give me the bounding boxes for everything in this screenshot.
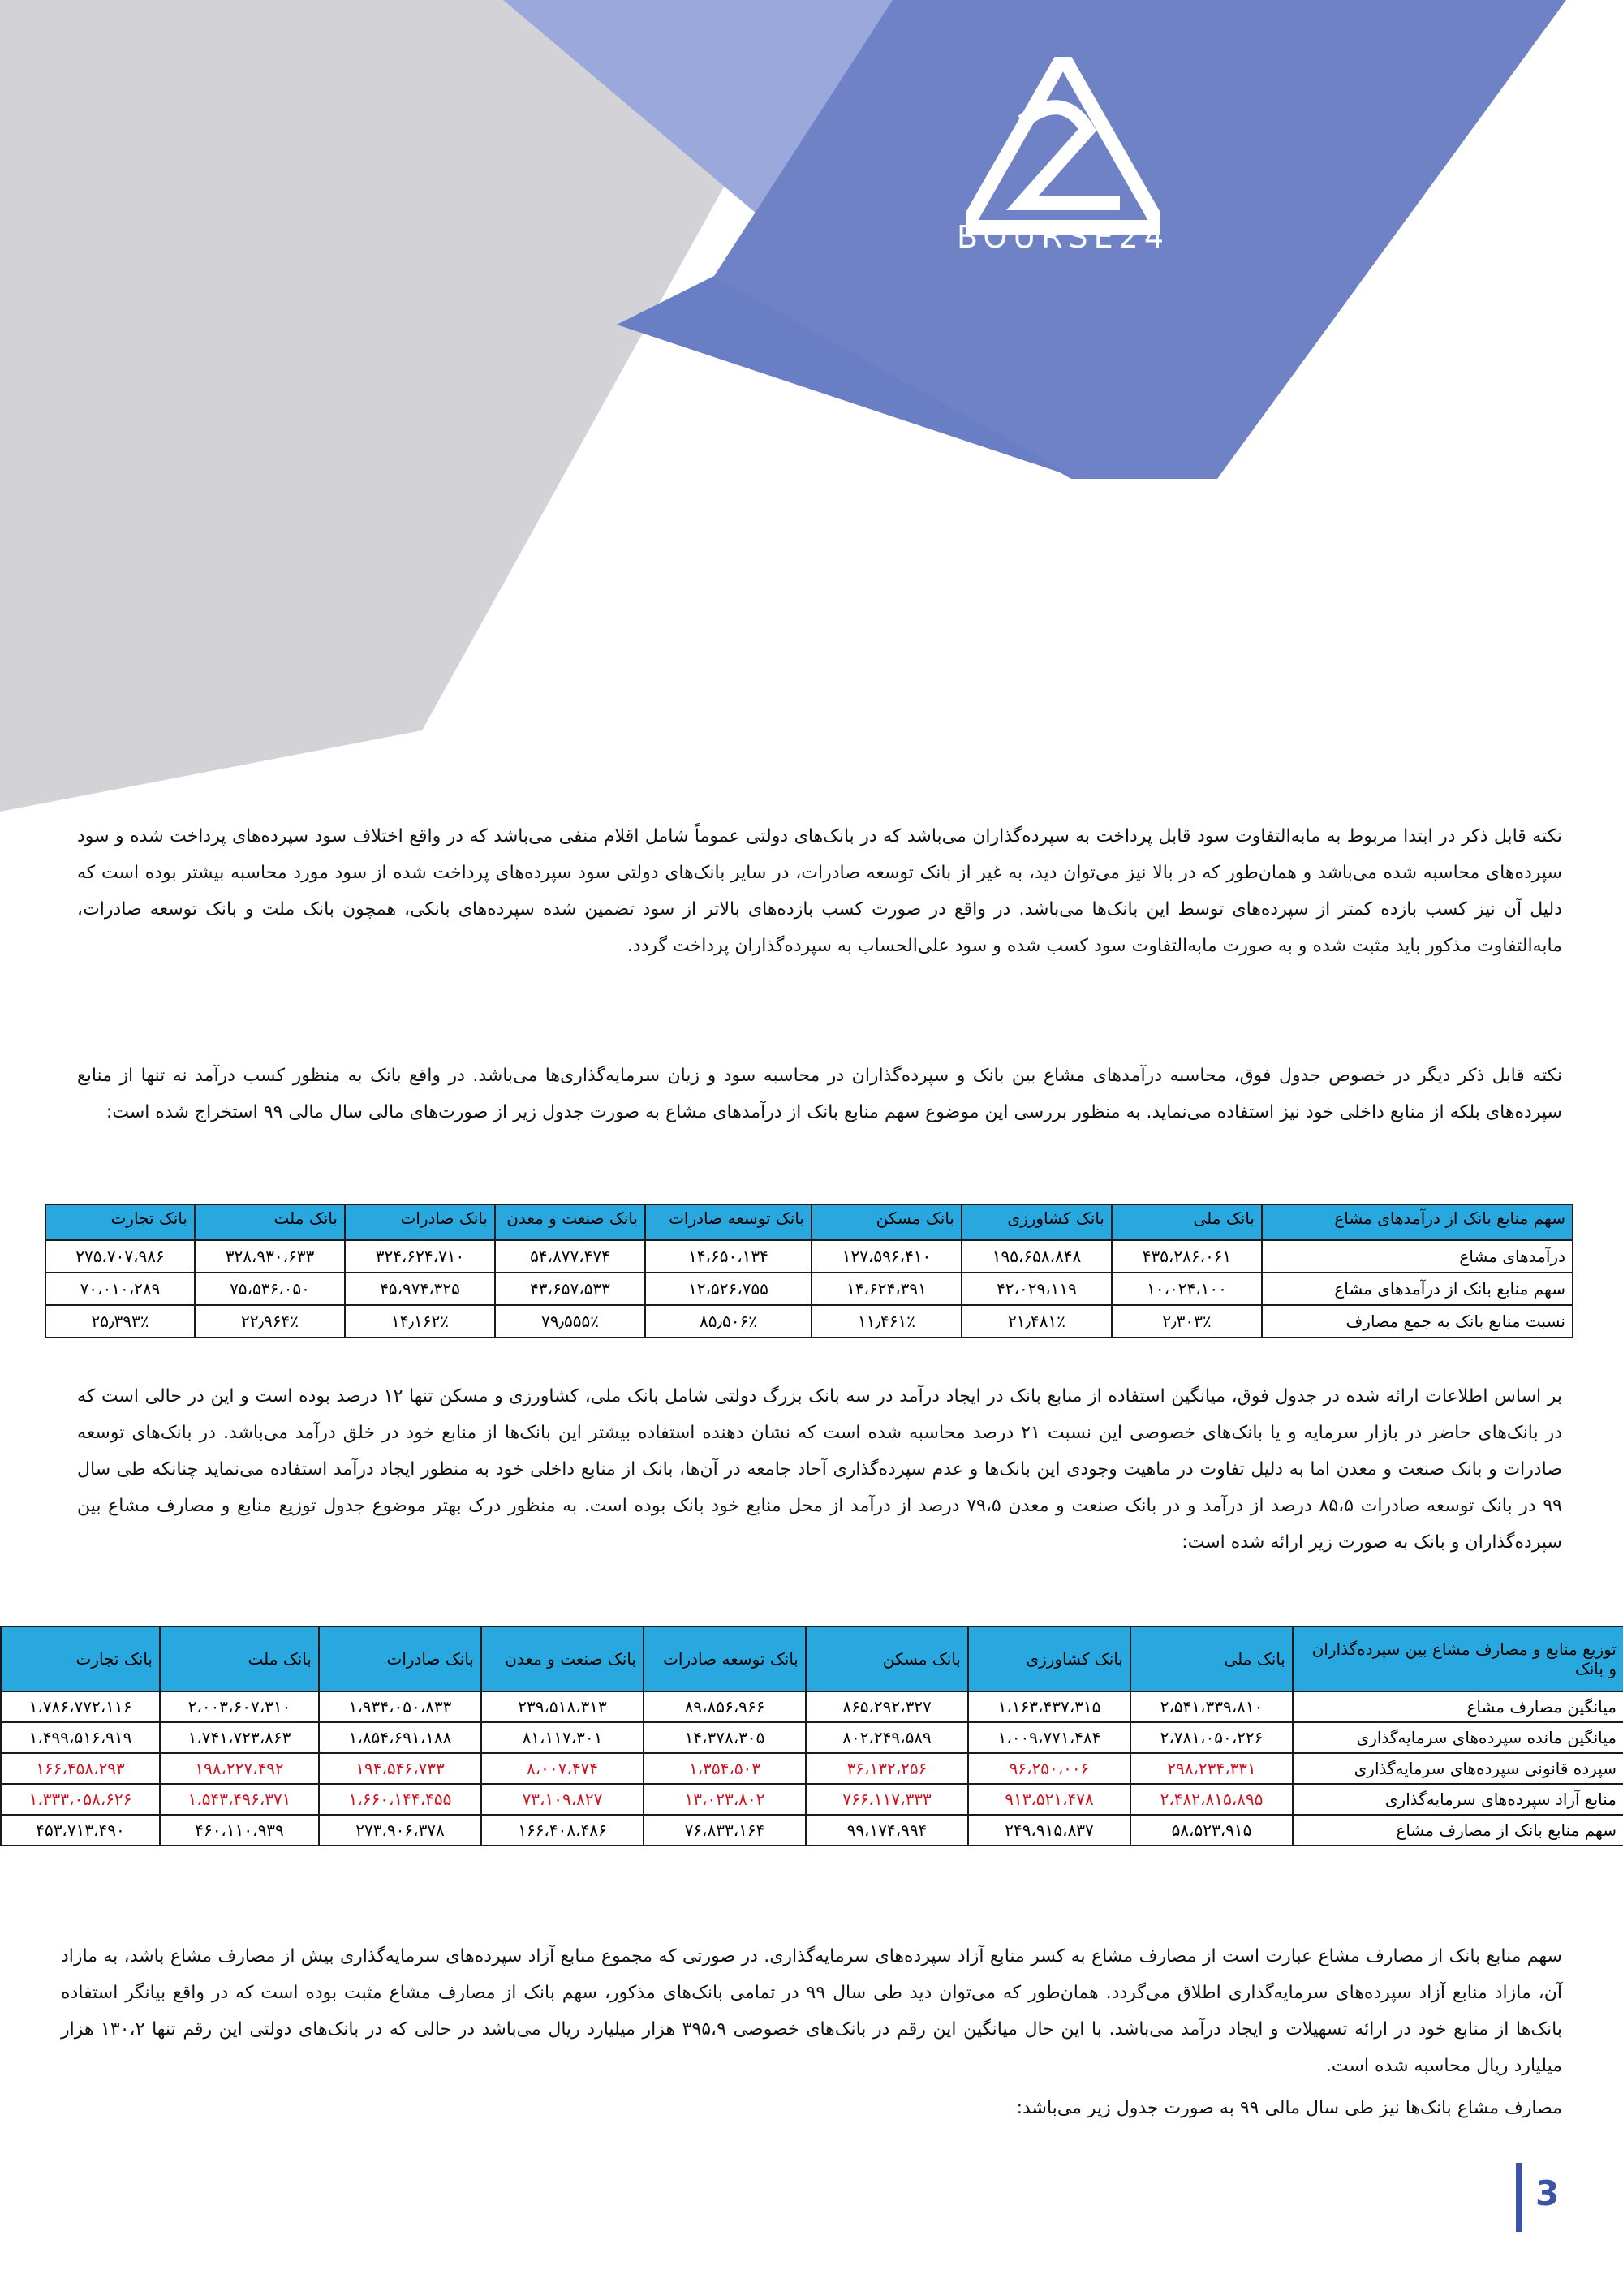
table-row <box>1 1753 1623 1784</box>
table-cell: ۱۹۴،۵۴۶،۷۳۳ <box>319 1753 481 1784</box>
column-header: بانک تجارت <box>45 1204 195 1240</box>
row-label: میانگین مصارف مشاع <box>1293 1691 1623 1722</box>
table-cell: ۸۶۵،۲۹۲،۳۲۷ <box>806 1691 968 1722</box>
table-cell: ۱،۴۹۹،۵۱۶،۹۱۹ <box>1 1722 160 1753</box>
table-cell: ۹۶،۲۵۰،۰۰۶ <box>968 1753 1130 1784</box>
table-cell: ۲،۷۸۱،۰۵۰،۲۲۶ <box>1130 1722 1293 1753</box>
paragraph-3: بر اساس اطلاعات ارائه شده در جدول فوق، میانگین استفاده از منابع بانک در ایجاد درآمد در سه بانک بزرگ دولتی شامل بانک ملی، کشاورزی و مسکن تنها ۱۲ درصد بوده است و این در حالی است که در بانک‌های حاضر در بازار سرمایه و یا بانک‌های خصوصی این نسبت ۲۱ درصد محاسبه شده است که نشان دهنده استفاده بیشتر این بانک‌ها از منابع خود در خلق درآمد می‌باشد. در بانک‌های توسعه صادرات و بانک صنعت و معدن اما به دلیل تفاوت در ماهیت وجودی این بانک‌ها و عدم سپرده‌گذاری آحاد جامعه در آن‌ها، بانک از منابع داخلی خود به منظور ایجاد درآمد استفاده می‌نماید چنانکه طی سال ۹۹ در بانک توسعه صادرات ۸۵،۵ درصد از درآمد و در بانک صنعت و معدن ۷۹،۵ درصد از درآمد از محل منابع خود بانک بوده است. به منظور درک بهتر موضوع جدول توزیع منابع و مصارف مشاع بین سپرده‌گذاران و بانک به صورت زیر ارائه شده است: <box>77 1386 1562 1553</box>
table-cell: ۷۶،۸۳۳،۱۶۴ <box>644 1815 806 1846</box>
table-cell: ۱۴،۶۵۰،۱۳۴ <box>645 1240 812 1273</box>
table-cell: ۱،۷۴۱،۷۲۳،۸۶۳ <box>160 1722 319 1753</box>
table-row <box>1 1691 1623 1722</box>
table-cell: ۱۶۶،۴۰۸،۴۸۶ <box>481 1815 644 1846</box>
table-cell: ۴۲،۰۲۹،۱۱۹ <box>962 1273 1112 1305</box>
column-header: بانک کشاورزی <box>968 1626 1130 1691</box>
table-row <box>45 1305 1573 1338</box>
table-cell: ۲،۰۰۳،۶۰۷،۳۱۰ <box>160 1691 319 1722</box>
column-header: بانک توسعه صادرات <box>645 1204 812 1240</box>
table-cell: ۴۶۰،۱۱۰،۹۳۹ <box>160 1815 319 1846</box>
table-cell: ۳۲۸،۹۳۰،۶۳۳ <box>195 1240 345 1273</box>
table-row <box>1 1784 1623 1815</box>
column-header: بانک صنعت و معدن <box>481 1626 644 1691</box>
table-row <box>45 1273 1573 1305</box>
table-cell: ۵۴،۸۷۷،۴۷۴ <box>495 1240 645 1273</box>
table-header-row <box>1 1626 1623 1691</box>
table-cell: ۷۵،۵۳۶،۰۵۰ <box>195 1273 345 1305</box>
table-cell: ۱۹۵،۶۵۸،۸۴۸ <box>962 1240 1112 1273</box>
table-cell: ۱۴،۳۷۸،۳۰۵ <box>644 1722 806 1753</box>
column-header: بانک صادرات <box>319 1626 481 1691</box>
paragraph-4: سهم منابع بانک از مصارف مشاع عبارت است از مصارف مشاع به کسر منابع آزاد سپرده‌های سرمایه‌گذاری. در صورتی که مجموع منابع آزاد سپرده‌های سرمایه‌گذاری بیش از مصارف مشاع باشد، به مازاد آن، مازاد منابع آزاد سپرده‌های سرمایه‌گذاری اطلاق می‌گردد. همان‌طور که می‌توان دید طی سال ۹۹ در تمامی بانک‌های مذکور، سهم بانک از مصارف مشاع مثبت بوده است که در واقع بیانگر استفاده بانک‌ها از منابع خود در ارائه تسهیلات و ایجاد درآمد می‌باشد. با این حال میانگین این رقم در بانک‌های خصوصی ۳۹۵،۹ هزار میلیارد ریال می‌باشد در حالی که در بانک‌های دولتی این رقم تنها ۱۳۰،۲ هزار میلیارد ریال محاسبه شده است. <box>61 1946 1563 2076</box>
table-cell: ۲،۴۸۲،۸۱۵،۸۹۵ <box>1130 1784 1293 1815</box>
table-cell: ۱،۰۰۹،۷۷۱،۴۸۴ <box>968 1722 1130 1753</box>
table-cell: ۸۰۲،۲۴۹،۵۸۹ <box>806 1722 968 1753</box>
bank-income-share-table <box>45 1204 1572 1338</box>
table-cell: ۱،۹۳۴،۰۵۰،۸۳۳ <box>319 1691 481 1722</box>
column-header: بانک تجارت <box>1 1626 160 1691</box>
table-cell: ۱۴٫۱۶۲٪ <box>345 1305 495 1338</box>
column-header: بانک ملی <box>1112 1204 1262 1240</box>
table-cell: ۲۳۹،۵۱۸،۳۱۳ <box>481 1691 644 1722</box>
table-cell: ۱،۳۵۴،۵۰۳ <box>644 1753 806 1784</box>
table-cell: ۱،۳۳۳،۰۵۸،۶۲۶ <box>1 1784 160 1815</box>
table-cell: ۹۱۳،۵۲۱،۴۷۸ <box>968 1784 1130 1815</box>
column-header: بانک کشاورزی <box>962 1204 1112 1240</box>
table-cell: ۸،۰۰۷،۴۷۴ <box>481 1753 644 1784</box>
page-number-bar <box>1516 2163 1522 2232</box>
table-cell: ۸۱،۱۱۷،۳۰۱ <box>481 1722 644 1753</box>
column-header: بانک توسعه صادرات <box>644 1626 806 1691</box>
table-cell: ۲۷۵،۷۰۷،۹۸۶ <box>45 1240 195 1273</box>
table-cell: ۷۳،۱۰۹،۸۲۷ <box>481 1784 644 1815</box>
table-cell: ۱۱٫۴۶۱٪ <box>812 1305 962 1338</box>
table-cell: ۱۰،۰۲۴،۱۰۰ <box>1112 1273 1262 1305</box>
column-header: بانک ملی <box>1130 1626 1293 1691</box>
table-cell: ۵۸،۵۲۳،۹۱۵ <box>1130 1815 1293 1846</box>
table-cell: ۷۰،۰۱۰،۲۸۹ <box>45 1273 195 1305</box>
table-cell: ۱،۵۴۳،۴۹۶،۳۷۱ <box>160 1784 319 1815</box>
table-cell: ۲۲٫۹۶۴٪ <box>195 1305 345 1338</box>
column-header: بانک ملت <box>160 1626 319 1691</box>
table-cell: ۲۵٫۳۹۳٪ <box>45 1305 195 1338</box>
table-cell: ۴۵۳،۷۱۳،۴۹۰ <box>1 1815 160 1846</box>
paragraph-1: نکته قابل ذکر در ابتدا مربوط به مابه‌التفاوت سود قابل پرداخت به سپرده‌گذاران می‌باشد که در بانک‌های دولتی عموماً شامل اقلام منفی می‌باشد که در واقع اختلاف سود سپرده‌های پرداخت شده و سود سپرده‌های محاسبه شده می‌باشد و همان‌طور که در بالا نیز می‌توان دید، به غیر از بانک توسعه صادرات، در سایر بانک‌های دولتی سود سپرده‌های پرداخت شده از سود مورد محاسبه بیشتر بوده است که دلیل آن نیز کسب بازده کمتر از سپرده‌های توسط این بانک‌ها می‌باشد. در واقع در صورت کسب بازده‌های بالاتر از سود تضمین شده سپرده‌های بانکی، همچون بانک ملت و بانک توسعه صادرات، مابه‌التفاوت مذکور باید مثبت شده و به صورت مابه‌التفاوت سود کسب شده و سود علی‌الحساب به سپرده‌گذاران پرداخت گردد. <box>77 826 1562 956</box>
row-label: میانگین مانده سپرده‌های سرمایه‌گذاری <box>1293 1722 1623 1753</box>
table-cell: ۱۳،۰۲۳،۸۰۲ <box>644 1784 806 1815</box>
table-cell: ۲۷۳،۹۰۶،۳۷۸ <box>319 1815 481 1846</box>
table-row <box>1 1815 1623 1846</box>
column-header: بانک مسکن <box>806 1626 968 1691</box>
table-cell: ۱۲۷،۵۹۶،۴۱۰ <box>812 1240 962 1273</box>
column-header: بانک ملت <box>195 1204 345 1240</box>
table-cell: ۲،۵۴۱،۳۳۹،۸۱۰ <box>1130 1691 1293 1722</box>
row-label: نسبت منابع بانک به جمع مصارف <box>1262 1305 1573 1338</box>
row-label: درآمدهای مشاع <box>1262 1240 1573 1273</box>
column-header: بانک مسکن <box>812 1204 962 1240</box>
row-label: سهم منابع بانک از درآمدهای مشاع <box>1262 1273 1573 1305</box>
table-cell: ۳۲۴،۶۲۴،۷۱۰ <box>345 1240 495 1273</box>
logo-text: BOURSE24 <box>956 219 1169 255</box>
table-cell: ۳۶،۱۳۲،۲۵۶ <box>806 1753 968 1784</box>
table-cell: ۷۹٫۵۵۵٪ <box>495 1305 645 1338</box>
row-label: سپرده قانونی سپرده‌های سرمایه‌گذاری <box>1293 1753 1623 1784</box>
table-row <box>1 1722 1623 1753</box>
table-cell: ۱۴،۶۲۴،۳۹۱ <box>812 1273 962 1305</box>
table-row <box>45 1240 1573 1273</box>
column-header: بانک صادرات <box>345 1204 495 1240</box>
table-cell: ۱،۶۶۰،۱۴۴،۴۵۵ <box>319 1784 481 1815</box>
table-cell: ۲۱٫۴۸۱٪ <box>962 1305 1112 1338</box>
row-label: منابع آزاد سپرده‌های سرمایه‌گذاری <box>1293 1784 1623 1815</box>
table-cell: ۹۹،۱۷۴،۹۹۴ <box>806 1815 968 1846</box>
table-cell: ۸۹،۸۵۶،۹۶۶ <box>644 1691 806 1722</box>
column-header: توزیع منابع و مصارف مشاع بین سپرده‌گذاران و بانک <box>1293 1626 1623 1691</box>
paragraph-2: نکته قابل ذکر دیگر در خصوص جدول فوق، محاسبه درآمدهای مشاع بین بانک و سپرده‌گذاران در محاسبه سود و زیان سرمایه‌گذاری‌ها می‌باشد. در واقع بانک به منظور کسب درآمد نه تنها از منابع سپرده‌های بلکه از منابع داخلی خود نیز استفاده می‌نماید. به منظور بررسی این موضوع سهم منابع بانک از درآمدهای مشاع به صورت جدول زیر از صورت‌های مالی سال مالی ۹۹ استخراج شده است: <box>77 1066 1562 1122</box>
table-header-row <box>45 1204 1573 1240</box>
table-cell: ۱۲،۵۲۶،۷۵۵ <box>645 1273 812 1305</box>
table-cell: ۴۳،۶۵۷،۵۳۳ <box>495 1273 645 1305</box>
column-header: بانک صنعت و معدن <box>495 1204 645 1240</box>
resource-distribution-table <box>0 1626 1623 1846</box>
page-number: 3 <box>1535 2173 1560 2213</box>
table-cell: ۱۹۸،۲۲۷،۴۹۲ <box>160 1753 319 1784</box>
header-background <box>0 0 1623 812</box>
table-cell: ۲۴۹،۹۱۵،۸۳۷ <box>968 1815 1130 1846</box>
table-cell: ۱۶۶،۴۵۸،۲۹۳ <box>1 1753 160 1784</box>
row-label: سهم منابع بانک از مصارف مشاع <box>1293 1815 1623 1846</box>
table-cell: ۲٫۳۰۳٪ <box>1112 1305 1262 1338</box>
table-cell: ۱،۱۶۳،۴۳۷،۳۱۵ <box>968 1691 1130 1722</box>
table-cell: ۴۳۵،۲۸۶،۰۶۱ <box>1112 1240 1262 1273</box>
table-cell: ۱،۸۵۴،۶۹۱،۱۸۸ <box>319 1722 481 1753</box>
column-header: سهم منابع بانک از درآمدهای مشاع <box>1262 1204 1573 1240</box>
table-cell: ۴۵،۹۷۴،۳۲۵ <box>345 1273 495 1305</box>
paragraph-5: مصارف مشاع بانک‌ها نیز طی سال مالی ۹۹ به صورت جدول زیر می‌باشد: <box>1016 2098 1562 2118</box>
table-cell: ۲۹۸،۲۳۴،۳۳۱ <box>1130 1753 1293 1784</box>
table-cell: ۸۵٫۵۰۶٪ <box>645 1305 812 1338</box>
table-cell: ۷۶۶،۱۱۷،۳۳۳ <box>806 1784 968 1815</box>
table-cell: ۱،۷۸۶،۷۷۲،۱۱۶ <box>1 1691 160 1722</box>
